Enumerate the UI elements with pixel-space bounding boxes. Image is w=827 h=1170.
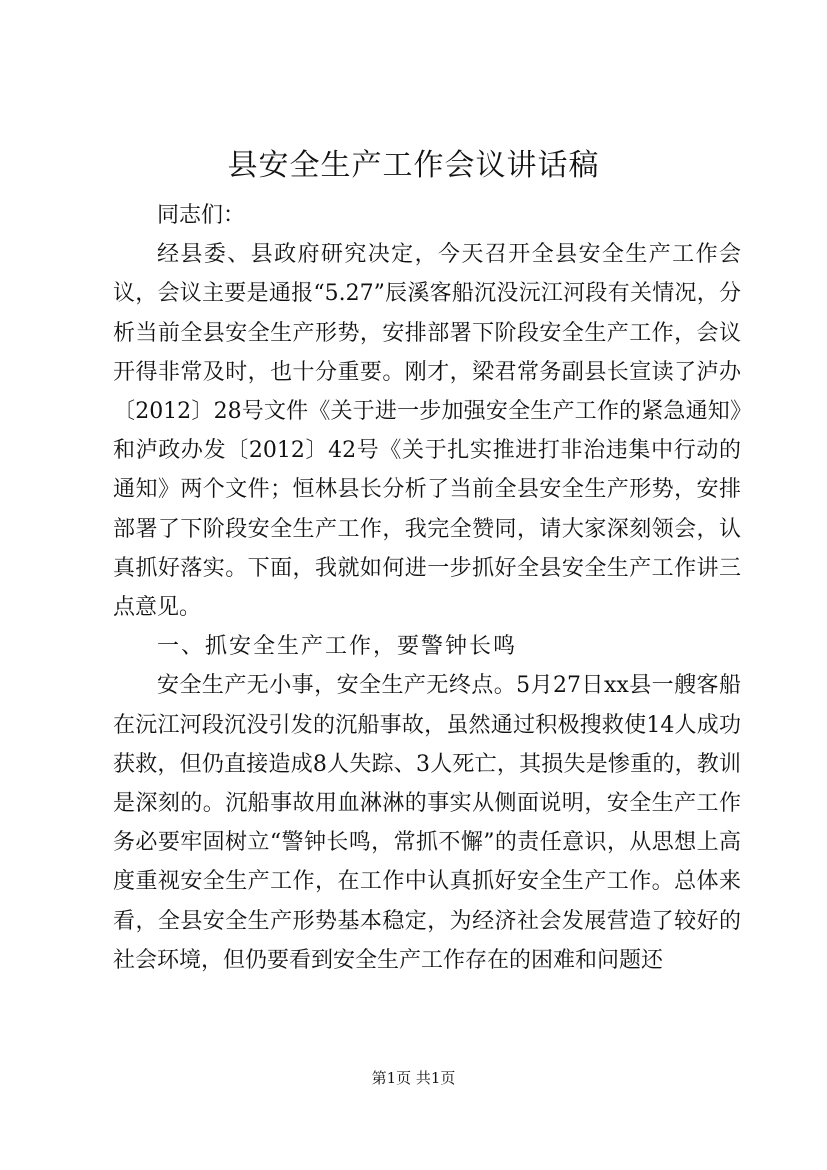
- section-paragraph: 安全生产无小事，安全生产无终点。5月27日xx县一艘客船在沅江河段沉没引发的沉船事故，虽然通过积极搜救使14人成功获救，但仍直接造成8人失踪、3人死亡，其损失是惨重的，教训是深刻的。沉船事故用血淋淋的事实从侧面说明，安全生产工作务必要牢固树立“警钟长鸣，常抓不懈”的责任意识，从思想上高度重视安全生产工作，在工作中认真抓好安全生产工作。总体来看，全县安全生产形势基本稳定，为经济社会发展营造了较好的社会环境，但仍要看到安全生产工作存在的困难和问题还: [113, 673, 741, 973]
- section-heading: 一、抓安全生产工作，要警钟长鸣: [157, 634, 518, 660]
- intro-paragraph: 经县委、县政府研究决定，今天召开全县安全生产工作会议，会议主要是通报“5.27”辰溪客船沉没沅江河段有关情况，分析当前全县安全生产形势，安排部署下阶段安全生产工作，会议开得非常及时，也十分重要。刚才，梁君常务副县长宣读了泸办〔2012〕28号文件《关于进一步加强安全生产工作的紧急通知》和泸政办发〔2012〕42号《关于扎实推进打非治违集中行动的通知》两个文件；恒林县长分析了当前全县安全生产形势，安排部署了下阶段安全生产工作，我完全赞同，请大家深刻领会，认真抓好落实。下面，我就如何进一步抓好全县安全生产工作讲三点意见。: [113, 242, 741, 621]
- document-title: 县安全生产工作会议讲话稿: [227, 148, 600, 183]
- salutation-paragraph: 同志们：: [157, 203, 246, 228]
- page-footer: 第1页 共1页: [371, 1069, 456, 1087]
- document-body: [113, 196, 741, 980]
